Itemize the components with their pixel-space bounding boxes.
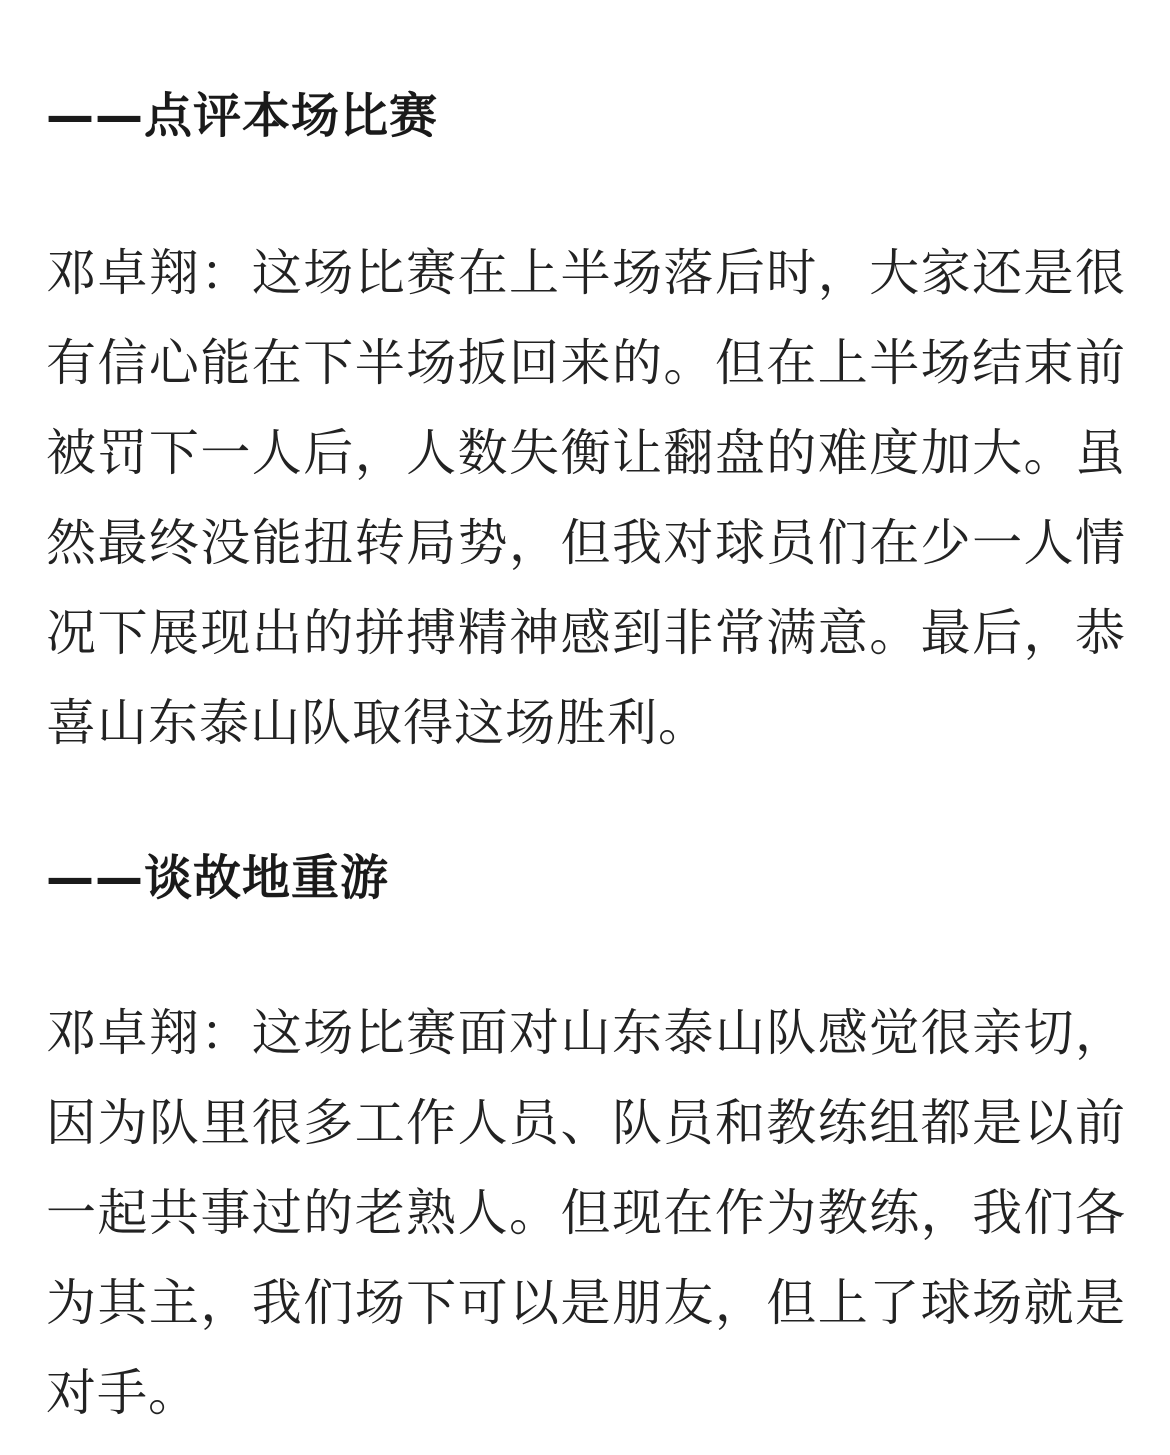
section-heading: ——谈故地重游 <box>46 850 390 906</box>
section-paragraph: 邓卓翔：这场比赛面对山东泰山队感觉很亲切，因为队里很多工作人员、队员和教练组都是以前一起共事过的老熟人。但现在作为教练，我们各为其主，我们场下可以是朋友，但上了球场就是对手。 <box>46 1004 1126 1422</box>
section-heading: ——点评本场比赛 <box>46 88 439 144</box>
section-paragraph: 邓卓翔：这场比赛在上半场落后时，大家还是很有信心能在下半场扳回来的。但在上半场结束前被罚下一人后，人数失衡让翻盘的难度加大。虽然最终没能扭转局势，但我对球员们在少一人情况下展现出的拼搏精神感到非常满意。最后，恭喜山东泰山队取得这场胜利。 <box>46 244 1126 752</box>
